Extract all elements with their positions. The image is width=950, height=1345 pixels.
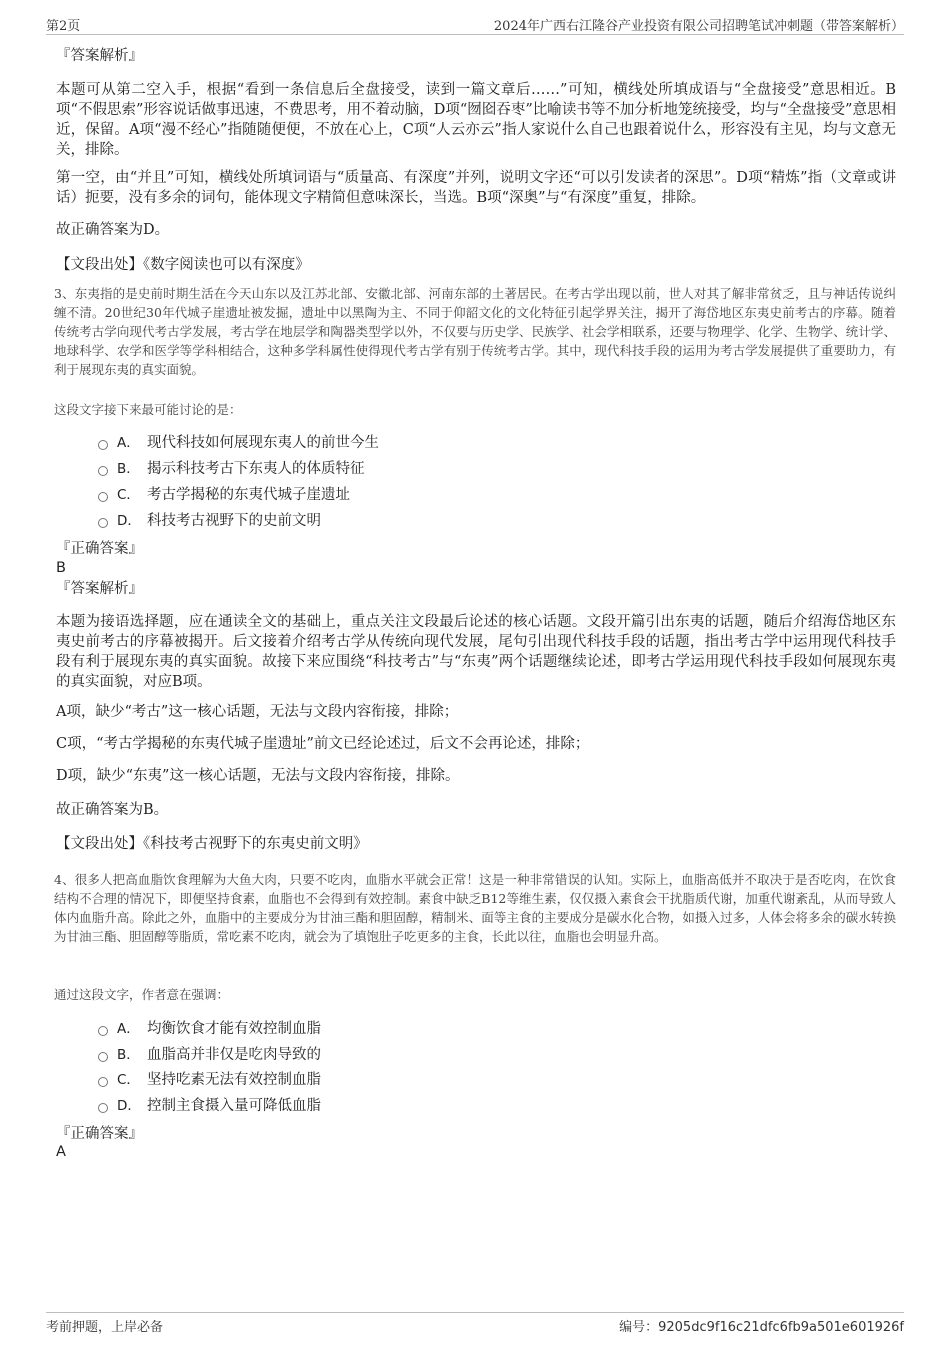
option-letter: A． bbox=[117, 435, 140, 451]
analysis-conclusion: 故正确答案为B。 bbox=[56, 802, 169, 818]
option-b[interactable] bbox=[98, 1045, 321, 1065]
analysis-conclusion: 故正确答案为D。 bbox=[56, 222, 170, 238]
analysis-paragraph: 本题可从第二空入手，根据“看到一条信息后全盘接受，读到一篇文章后……”可知，横线处所填成语与“全盘接受”意思相近。B项“不假思索”形容说话做事迅速，不费思考，用不着动脑，D项“囫囵吞枣”比喻读书等不加分析地笼统接受，均与“全盘接受”意思相近，保留。A项“漫不经心”指随随便便，不放在心上，C项“人云亦云”指人家说什么自己也跟着说什么，形容没有主见，均与文意无关，排除。 bbox=[56, 82, 896, 158]
radio-icon[interactable] bbox=[98, 1052, 108, 1062]
option-text: 揭示科技考古下东夷人的体质特征 bbox=[147, 461, 365, 477]
option-text: 考古学揭秘的东夷代城子崖遗址 bbox=[147, 487, 350, 503]
correct-answer: A bbox=[56, 1144, 66, 1160]
radio-icon[interactable] bbox=[98, 518, 108, 528]
question-prompt: 通过这段文字，作者意在强调： bbox=[54, 987, 230, 1002]
analysis-paragraph: D项，缺少“东夷”这一核心话题，无法与文段内容衔接，排除。 bbox=[56, 768, 460, 784]
option-text: 坚持吃素无法有效控制血脂 bbox=[147, 1072, 321, 1088]
option-c[interactable] bbox=[98, 1070, 321, 1090]
radio-icon[interactable] bbox=[98, 466, 108, 476]
option-letter: B． bbox=[117, 461, 140, 477]
analysis-paragraph: A项，缺少“考古”这一核心话题，无法与文段内容衔接，排除； bbox=[56, 704, 459, 720]
option-letter: D． bbox=[117, 513, 141, 529]
analysis-paragraph: C项，“考古学揭秘的东夷代城子崖遗址”前文已经论述过，后文不会再论述，排除； bbox=[56, 736, 590, 752]
option-letter: C． bbox=[117, 1072, 140, 1088]
option-letter: B． bbox=[117, 1047, 140, 1063]
option-a[interactable] bbox=[98, 1019, 321, 1039]
radio-icon[interactable] bbox=[98, 1026, 108, 1036]
document-id: 编号：9205dc9f16c21dfc6fb9a501e601926f bbox=[619, 1320, 904, 1335]
question-stem: 4、很多人把高血脂饮食理解为大鱼大肉，只要不吃肉，血脂水平就会正常！这是一种非常错误的认知。实际上，血脂高低并不取决于是否吃肉，在饮食结构不合理的情况下，即便坚持食素，血脂也不会得到有效控制。素食中缺乏B12等维生素，仅仅摄入素食会干扰脂质代谢，加重代谢紊乱，从而导致人体内血脂升高。除此之外，血脂中的主要成分为甘油三酯和胆固醇，精制米、面等主食的主要成分是碳水化合物，如摄入过多，人体会将多余的碳水转换为甘油三酯、胆固醇等脂质，常吃素不吃肉，就会为了填饱肚子吃更多的主食，长此以往，血脂也会明显升高。 bbox=[54, 872, 896, 944]
document-title: 2024年广西右江隆谷产业投资有限公司招聘笔试冲刺题（带答案解析） bbox=[493, 19, 904, 34]
option-text: 科技考古视野下的史前文明 bbox=[147, 513, 321, 529]
option-text: 均衡饮食才能有效控制血脂 bbox=[147, 1021, 321, 1037]
radio-icon[interactable] bbox=[98, 1077, 108, 1087]
analysis-paragraph: 本题为接语选择题，应在通读全文的基础上，重点关注文段最后论述的核心话题。文段开篇引出东夷的话题，随后介绍海岱地区东夷史前考古的序幕被揭开。后文接着介绍考古学从传统向现代发展，尾句引出现代科技手段的话题，指出考古学中运用现代科技手段有利于展现东夷的真实面貌。故接下来应围绕“科技考古”与“东夷”两个话题继续论述，即考古学运用现代科技手段如何展现东夷的真实面貌，对应B项。 bbox=[56, 614, 896, 690]
option-text: 控制主食摄入量可降低血脂 bbox=[147, 1098, 321, 1114]
radio-icon[interactable] bbox=[98, 440, 108, 450]
page-footer bbox=[46, 1312, 904, 1333]
option-a[interactable] bbox=[98, 433, 379, 453]
page-header bbox=[46, 14, 904, 35]
option-text: 现代科技如何展现东夷人的前世今生 bbox=[147, 435, 379, 451]
option-d[interactable] bbox=[98, 1096, 321, 1116]
footer-slogan: 考前押题，上岸必备 bbox=[46, 1320, 164, 1335]
analysis-label: 『答案解析』 bbox=[56, 48, 143, 64]
correct-answer: B bbox=[56, 560, 66, 576]
correct-answer-label: 『正确答案』 bbox=[56, 1126, 143, 1142]
source-citation: 【文段出处】《数字阅读也可以有深度》 bbox=[56, 257, 310, 273]
question-prompt: 这段文字接下来最可能讨论的是： bbox=[54, 402, 242, 417]
option-letter: C． bbox=[117, 487, 140, 503]
question-stem: 3、东夷指的是史前时期生活在今天山东以及江苏北部、安徽北部、河南东部的土著居民。在考古学出现以前，世人对其了解非常贫乏，且与神话传说纠缠不清。20世纪30年代城子崖遗址被发掘，遗址中以黑陶为主、不同于仰韶文化的文化特征引起学界关注，揭开了海岱地区东夷史前考古的序幕。随着传统考古学向现代考古学发展，考古学在地层学和陶器类型学以外，不仅要与历史学、民族学、社会学相联系，还要与物理学、化学、生物学、统计学、地球科学、农学和医学等学科相结合，这种多学科属性使得现代考古学有别于传统考古学。其中，现代科技手段的运用为考古学发展提供了重要助力，有利于展现东夷的真实面貌。 bbox=[54, 286, 896, 377]
analysis-paragraph: 第一空，由“并且”可知，横线处所填词语与“质量高、有深度”并列，说明文字还“可以引发读者的深思”。D项“精炼”指（文章或讲话）扼要，没有多余的词句，能体现文字精简但意味深长，当选。B项“深奥”与“有深度”重复，排除。 bbox=[56, 170, 896, 206]
page-number: 第2页 bbox=[46, 19, 81, 34]
option-b[interactable] bbox=[98, 459, 365, 479]
option-letter: D． bbox=[117, 1098, 141, 1114]
option-d[interactable] bbox=[98, 511, 321, 531]
option-letter: A． bbox=[117, 1021, 140, 1037]
option-text: 血脂高并非仅是吃肉导致的 bbox=[147, 1047, 321, 1063]
source-citation: 【文段出处】《科技考古视野下的东夷史前文明》 bbox=[56, 836, 368, 852]
analysis-label: 『答案解析』 bbox=[56, 581, 143, 597]
radio-icon[interactable] bbox=[98, 492, 108, 502]
option-c[interactable] bbox=[98, 485, 350, 505]
correct-answer-label: 『正确答案』 bbox=[56, 541, 143, 557]
radio-icon[interactable] bbox=[98, 1103, 108, 1113]
